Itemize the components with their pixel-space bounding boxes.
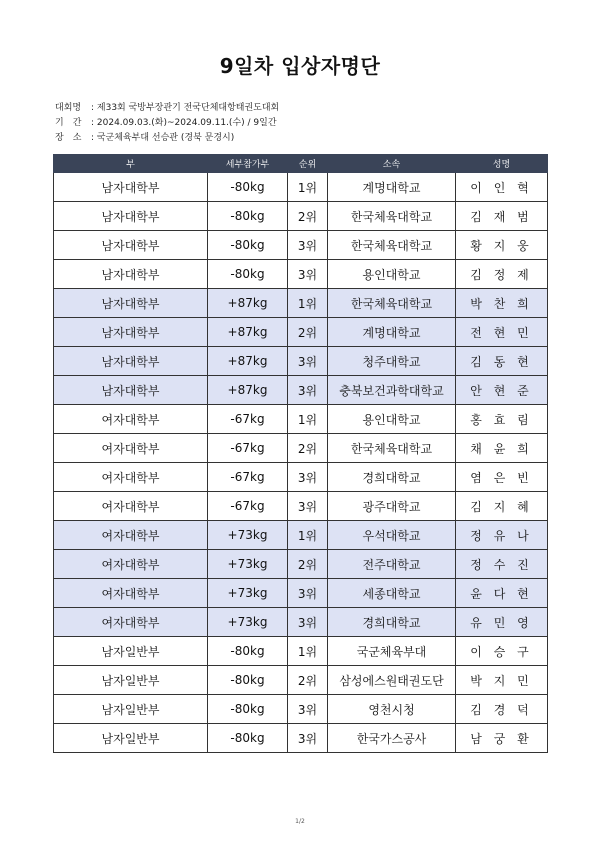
cell-division: 남자대학부 xyxy=(54,231,208,260)
header-division: 부 xyxy=(54,155,208,173)
cell-rank: 3위 xyxy=(288,463,328,492)
cell-rank: 3위 xyxy=(288,376,328,405)
cell-division: 여자대학부 xyxy=(54,579,208,608)
cell-division: 남자일반부 xyxy=(54,695,208,724)
table-row xyxy=(54,260,548,289)
cell-name: 정 수 진 xyxy=(456,550,548,579)
table-row xyxy=(54,521,548,550)
results-table xyxy=(53,154,548,753)
event-venue-label: 장 소 xyxy=(55,133,82,143)
cell-name: 이 인 혁 xyxy=(456,173,548,202)
cell-name: 김 재 범 xyxy=(456,202,548,231)
cell-weight: -80kg xyxy=(208,231,288,260)
cell-weight: -67kg xyxy=(208,492,288,521)
cell-team: 한국체육대학교 xyxy=(328,289,456,318)
header-name: 성명 xyxy=(456,155,548,173)
cell-team: 용인대학교 xyxy=(328,260,456,289)
cell-weight: -67kg xyxy=(208,405,288,434)
cell-division: 남자대학부 xyxy=(54,260,208,289)
cell-division: 남자대학부 xyxy=(54,173,208,202)
cell-name: 유 민 영 xyxy=(456,608,548,637)
cell-team: 전주대학교 xyxy=(328,550,456,579)
cell-name: 정 유 나 xyxy=(456,521,548,550)
event-info xyxy=(55,101,279,146)
cell-division: 남자대학부 xyxy=(54,289,208,318)
cell-rank: 2위 xyxy=(288,550,328,579)
cell-rank: 3위 xyxy=(288,695,328,724)
cell-name: 염 은 빈 xyxy=(456,463,548,492)
cell-team: 용인대학교 xyxy=(328,405,456,434)
cell-name: 채 윤 희 xyxy=(456,434,548,463)
event-name-row xyxy=(55,101,279,116)
cell-division: 남자대학부 xyxy=(54,318,208,347)
cell-division: 남자대학부 xyxy=(54,347,208,376)
cell-team: 계명대학교 xyxy=(328,173,456,202)
cell-division: 남자일반부 xyxy=(54,666,208,695)
cell-team: 삼성에스원태권도단 xyxy=(328,666,456,695)
cell-name: 전 현 민 xyxy=(456,318,548,347)
cell-name: 김 정 제 xyxy=(456,260,548,289)
cell-weight: -80kg xyxy=(208,666,288,695)
table-row xyxy=(54,608,548,637)
cell-name: 홍 효 림 xyxy=(456,405,548,434)
cell-weight: +87kg xyxy=(208,318,288,347)
table-row xyxy=(54,695,548,724)
cell-weight: +87kg xyxy=(208,376,288,405)
cell-weight: +73kg xyxy=(208,579,288,608)
cell-division: 여자대학부 xyxy=(54,608,208,637)
table-row xyxy=(54,463,548,492)
cell-weight: +87kg xyxy=(208,347,288,376)
cell-weight: +73kg xyxy=(208,550,288,579)
cell-team: 한국체육대학교 xyxy=(328,434,456,463)
cell-weight: +73kg xyxy=(208,608,288,637)
cell-name: 윤 다 현 xyxy=(456,579,548,608)
cell-weight: -80kg xyxy=(208,202,288,231)
cell-team: 계명대학교 xyxy=(328,318,456,347)
table-row xyxy=(54,637,548,666)
cell-rank: 2위 xyxy=(288,202,328,231)
cell-rank: 1위 xyxy=(288,173,328,202)
cell-weight: -80kg xyxy=(208,637,288,666)
cell-division: 남자일반부 xyxy=(54,637,208,666)
cell-name: 박 지 민 xyxy=(456,666,548,695)
header-rank: 순위 xyxy=(288,155,328,173)
cell-division: 여자대학부 xyxy=(54,434,208,463)
page-number: 1/2 xyxy=(295,818,305,825)
cell-team: 한국체육대학교 xyxy=(328,202,456,231)
cell-rank: 2위 xyxy=(288,318,328,347)
cell-division: 여자대학부 xyxy=(54,521,208,550)
cell-division: 여자대학부 xyxy=(54,550,208,579)
cell-name: 김 동 현 xyxy=(456,347,548,376)
cell-name: 이 승 구 xyxy=(456,637,548,666)
table-row xyxy=(54,202,548,231)
cell-name: 김 지 혜 xyxy=(456,492,548,521)
cell-team: 경희대학교 xyxy=(328,608,456,637)
cell-rank: 1위 xyxy=(288,637,328,666)
cell-team: 국군체육부대 xyxy=(328,637,456,666)
cell-rank: 3위 xyxy=(288,579,328,608)
event-venue-row xyxy=(55,131,279,146)
cell-team: 영천시청 xyxy=(328,695,456,724)
table-row xyxy=(54,347,548,376)
table-row xyxy=(54,579,548,608)
table-row xyxy=(54,405,548,434)
cell-rank: 3위 xyxy=(288,724,328,753)
cell-rank: 2위 xyxy=(288,434,328,463)
cell-rank: 2위 xyxy=(288,666,328,695)
cell-weight: -80kg xyxy=(208,695,288,724)
event-period-row xyxy=(55,116,279,131)
table-row xyxy=(54,434,548,463)
cell-division: 남자대학부 xyxy=(54,376,208,405)
event-name-value: : 제33회 국방부장관기 전국단체대항태권도대회 xyxy=(91,103,280,113)
table-row xyxy=(54,724,548,753)
table-row xyxy=(54,376,548,405)
page-title: 9일차 입상자명단 xyxy=(219,54,381,78)
cell-weight: -67kg xyxy=(208,463,288,492)
cell-name: 박 찬 희 xyxy=(456,289,548,318)
cell-rank: 3위 xyxy=(288,260,328,289)
event-venue-value: : 국군체육부대 선승관 (경북 문경시) xyxy=(91,133,235,143)
cell-weight: +73kg xyxy=(208,521,288,550)
table-row xyxy=(54,550,548,579)
cell-weight: +87kg xyxy=(208,289,288,318)
cell-weight: -80kg xyxy=(208,260,288,289)
cell-team: 한국체육대학교 xyxy=(328,231,456,260)
cell-weight: -80kg xyxy=(208,173,288,202)
event-period-value: : 2024.09.03.(화)~2024.09.11.(수) / 9일간 xyxy=(91,118,277,128)
cell-rank: 1위 xyxy=(288,521,328,550)
cell-name: 황 지 웅 xyxy=(456,231,548,260)
cell-rank: 3위 xyxy=(288,231,328,260)
cell-division: 남자대학부 xyxy=(54,202,208,231)
cell-rank: 3위 xyxy=(288,492,328,521)
header-weight: 세부참가부 xyxy=(208,155,288,173)
cell-name: 남 궁 환 xyxy=(456,724,548,753)
event-period-label: 기 간 xyxy=(55,118,82,128)
event-name-label: 대회명 xyxy=(55,103,82,113)
table-header-row xyxy=(54,155,548,173)
cell-division: 여자대학부 xyxy=(54,492,208,521)
cell-team: 우석대학교 xyxy=(328,521,456,550)
header-team: 소속 xyxy=(328,155,456,173)
cell-division: 여자대학부 xyxy=(54,463,208,492)
table-row xyxy=(54,666,548,695)
cell-team: 청주대학교 xyxy=(328,347,456,376)
cell-division: 여자대학부 xyxy=(54,405,208,434)
table-row xyxy=(54,289,548,318)
cell-team: 충북보건과학대학교 xyxy=(328,376,456,405)
table-row xyxy=(54,173,548,202)
results-body xyxy=(54,173,548,753)
cell-team: 광주대학교 xyxy=(328,492,456,521)
table-row xyxy=(54,231,548,260)
cell-team: 한국가스공사 xyxy=(328,724,456,753)
table-row xyxy=(54,318,548,347)
cell-rank: 1위 xyxy=(288,289,328,318)
cell-name: 김 경 덕 xyxy=(456,695,548,724)
cell-weight: -80kg xyxy=(208,724,288,753)
cell-rank: 3위 xyxy=(288,608,328,637)
cell-team: 경희대학교 xyxy=(328,463,456,492)
cell-rank: 3위 xyxy=(288,347,328,376)
cell-team: 세종대학교 xyxy=(328,579,456,608)
cell-weight: -67kg xyxy=(208,434,288,463)
table-row xyxy=(54,492,548,521)
cell-rank: 1위 xyxy=(288,405,328,434)
cell-name: 안 현 준 xyxy=(456,376,548,405)
cell-division: 남자일반부 xyxy=(54,724,208,753)
